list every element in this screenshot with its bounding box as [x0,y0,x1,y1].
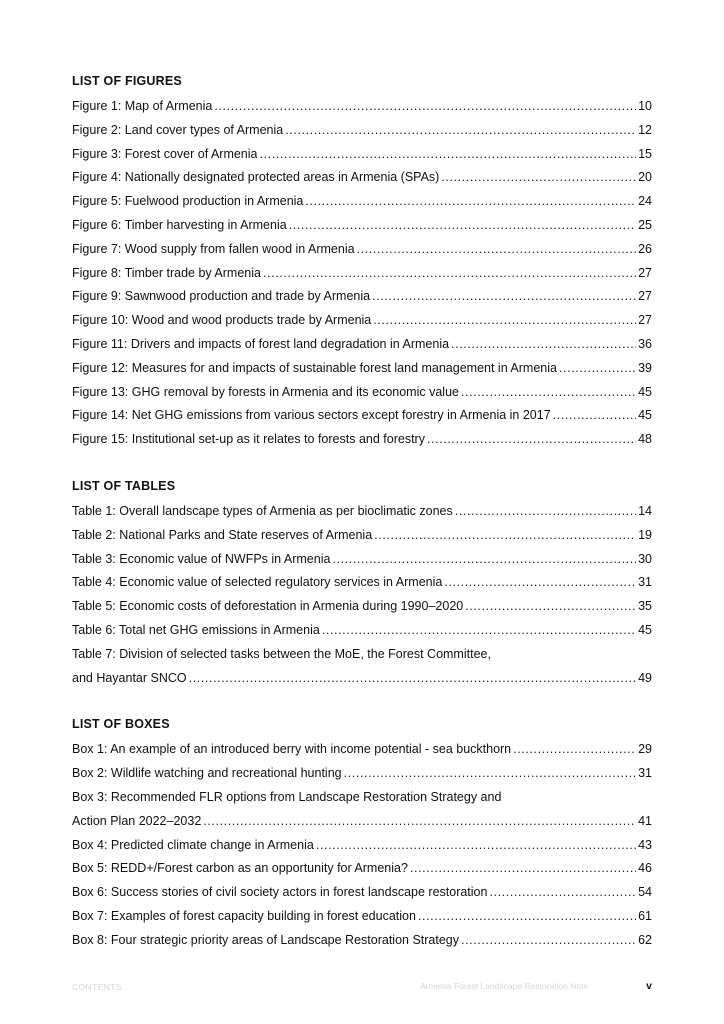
dot-leader [461,382,636,402]
entry-page: 20 [638,170,652,185]
dot-leader [322,620,636,640]
dot-leader [374,525,636,545]
entry-page: 54 [638,885,652,900]
entry-label: Table 1: Overall landscape types of Armenia as per bioclimatic zones [72,503,453,518]
dot-leader [285,120,636,140]
dot-leader [344,763,636,783]
figures-list [72,96,652,453]
entry-page: 24 [638,194,652,209]
toc-entry[interactable] [72,596,652,620]
list-of-figures-heading: LIST OF FIGURES [72,74,182,88]
entry-label: Figure 5: Fuelwood production in Armenia [72,194,304,209]
dot-leader [373,310,636,330]
entry-label: Figure 7: Wood supply from fallen wood in Armenia [72,241,355,256]
entry-page: 27 [638,313,652,328]
entry-page: 48 [638,432,652,447]
entry-label: Table 4: Economic value of selected regulatory services in Armenia [72,575,443,590]
toc-entry[interactable] [72,525,652,549]
toc-entry[interactable] [72,215,652,239]
dot-leader [214,96,636,116]
dot-leader [465,596,636,616]
page-footer [72,981,652,995]
footer-document-title: Armenia Forest Landscape Restoration Note [420,981,589,991]
dot-leader [418,906,636,926]
entry-label: Figure 6: Timber harvesting in Armenia [72,217,287,232]
toc-entry[interactable] [72,739,652,763]
toc-entry[interactable] [72,429,652,453]
toc-entry[interactable] [72,191,652,215]
entry-label: Box 4: Predicted climate change in Armenia [72,837,314,852]
list-of-tables-heading: LIST OF TABLES [72,478,176,493]
entry-page: 35 [638,599,652,614]
toc-entry-first-line[interactable]: Box 3: Recommended FLR options from Landscape Restoration Strategy and [72,789,502,804]
dot-leader [489,882,636,902]
entry-label: Figure 15: Institutional set-up as it relates to forests and forestry [72,432,425,447]
tables-list [72,501,652,691]
entry-label: Box 6: Success stories of civil society actors in forest landscape restoration [72,885,488,900]
entry-label: Figure 12: Measures for and impacts of sustainable forest land management in Armenia [72,360,557,375]
entry-page: 43 [638,837,652,852]
entry-label: Figure 1: Map of Armenia [72,99,213,113]
dot-leader [305,191,636,211]
toc-entry[interactable] [72,668,652,692]
entry-label: Box 7: Examples of forest capacity building in forest education [72,908,416,923]
entry-label: Figure 9: Sawnwood production and trade by Armenia [72,289,371,304]
toc-content [72,72,652,954]
toc-entry[interactable] [72,334,652,358]
entry-page: 10 [638,99,652,113]
toc-entry[interactable] [72,811,652,835]
entry-page: 45 [638,408,652,423]
entry-page: 49 [638,670,652,685]
toc-entry[interactable] [72,382,652,406]
dot-leader [372,286,636,306]
entry-page: 45 [638,384,652,399]
entry-label: Table 5: Economic costs of deforestation in Armenia during 1990–2020 [72,599,464,614]
dot-leader [410,858,636,878]
dot-leader [260,144,637,164]
entry-page: 14 [638,503,652,518]
dot-leader [444,572,636,592]
toc-entry[interactable] [72,167,652,191]
section-spacer [72,691,652,715]
dot-leader [357,239,637,259]
entry-label: and Hayantar SNCO [72,670,187,685]
entry-page: 36 [638,336,652,351]
entry-page: 39 [638,360,652,375]
entry-label: Figure 2: Land cover types of Armenia [72,122,284,137]
entry-page: 12 [638,122,652,137]
toc-entry[interactable] [72,239,652,263]
toc-entry[interactable] [72,405,652,429]
boxes-list [72,739,652,953]
entry-page: 26 [638,241,652,256]
footer-section-label: CONTENTS [72,982,122,992]
dot-leader [332,549,636,569]
entry-page: 62 [638,932,652,947]
toc-entry[interactable] [72,310,652,334]
entry-label: Figure 13: GHG removal by forests in Armenia and its economic value [72,384,459,399]
toc-entry[interactable] [72,882,652,906]
page-number: v [646,980,652,992]
entry-label: Box 8: Four strategic priority areas of Landscape Restoration Strategy [72,932,459,947]
entry-label: Figure 4: Nationally designated protected areas in Armenia (SPAs) [72,170,440,185]
entry-page: 19 [638,527,652,542]
dot-leader [553,405,636,425]
entry-page: 29 [638,742,652,757]
entry-label: Table 3: Economic value of NWFPs in Armenia [72,551,331,566]
entry-page: 27 [638,289,652,304]
entry-label: Action Plan 2022–2032 [72,813,202,828]
entry-label: Box 2: Wildlife watching and recreational hunting [72,766,342,781]
entry-page: 27 [638,265,652,280]
toc-entry[interactable] [72,620,652,644]
dot-leader [513,739,636,759]
entry-page: 30 [638,551,652,566]
entry-page: 31 [638,766,652,781]
section-spacer [72,453,652,477]
entry-page: 41 [638,813,652,828]
toc-entry-first-line[interactable]: Table 7: Division of selected tasks between the MoE, the Forest Committee, [72,646,491,661]
dot-leader [289,215,636,235]
entry-label: Table 6: Total net GHG emissions in Armenia [72,622,320,637]
dot-leader [461,930,636,950]
toc-entry[interactable] [72,572,652,596]
toc-entry[interactable] [72,501,652,525]
toc-entry[interactable] [72,120,652,144]
dot-leader [316,835,636,855]
entry-page: 15 [638,146,652,161]
toc-entry[interactable] [72,858,652,882]
toc-entry[interactable] [72,906,652,930]
entry-page: 25 [638,217,652,232]
dot-leader [441,167,636,187]
dot-leader [451,334,636,354]
entry-label: Figure 8: Timber trade by Armenia [72,265,261,280]
toc-entry[interactable] [72,263,652,287]
entry-label: Figure 3: Forest cover of Armenia [72,146,258,161]
entry-page: 46 [638,861,652,876]
entry-label: Figure 10: Wood and wood products trade by Armenia [72,313,372,328]
entry-label: Box 5: REDD+/Forest carbon as an opportunity for Armenia? [72,861,408,876]
toc-entry[interactable] [72,930,652,954]
dot-leader [203,811,636,831]
toc-entry[interactable] [72,835,652,859]
dot-leader [455,501,636,521]
entry-label: Figure 11: Drivers and impacts of forest land degradation in Armenia [72,336,450,351]
entry-page: 61 [638,908,652,923]
toc-entry[interactable] [72,144,652,168]
toc-entry[interactable] [72,763,652,787]
toc-entry[interactable] [72,286,652,310]
list-of-boxes-heading: LIST OF BOXES [72,717,170,732]
entry-label: Table 2: National Parks and State reserves of Armenia [72,527,373,542]
entry-page: 45 [638,622,652,637]
toc-entry[interactable] [72,549,652,573]
dot-leader [189,668,636,688]
dot-leader [559,358,636,378]
toc-entry[interactable] [72,96,652,120]
entry-label: Figure 14: Net GHG emissions from various sectors except forestry in Armenia in 2017 [72,408,551,423]
entry-page: 31 [638,575,652,590]
dot-leader [263,263,636,283]
entry-label: Box 1: An example of an introduced berry with income potential - sea buckthorn [72,742,512,757]
dot-leader [427,429,636,449]
toc-entry[interactable] [72,358,652,382]
